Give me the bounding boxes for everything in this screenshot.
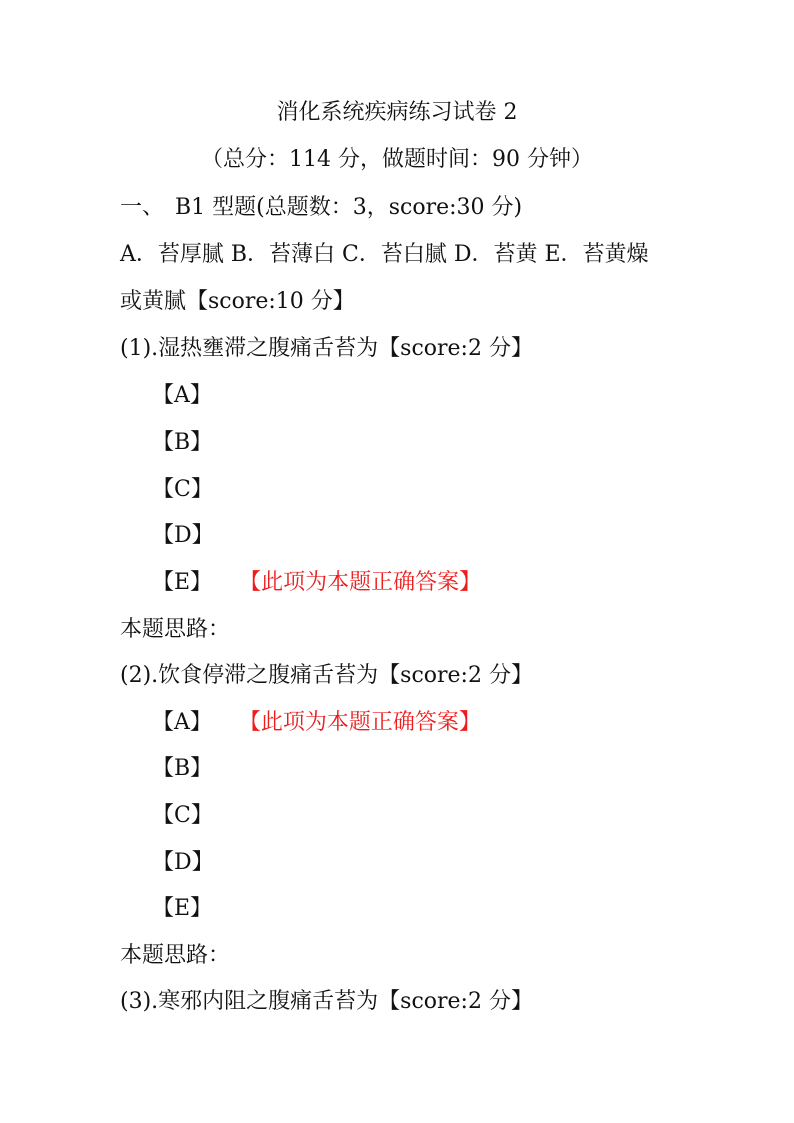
question-2-option-b: 【B】 bbox=[152, 756, 213, 781]
question-1-option-b: 【B】 bbox=[152, 430, 213, 455]
question-1-analysis-label: 本题思路： bbox=[120, 617, 231, 642]
question-3-stem: (3).寒邪内阻之腹痛舌苔为【score:2 分】 bbox=[120, 989, 533, 1014]
question-2-option-d: 【D】 bbox=[152, 850, 214, 875]
question-2-option-a: 【A】 bbox=[152, 710, 212, 735]
question-1-option-e-row bbox=[152, 568, 481, 598]
question-1-option-a: 【A】 bbox=[152, 383, 212, 408]
question-2-analysis-label: 本题思路： bbox=[120, 943, 231, 968]
question-1-stem: (1).湿热壅滞之腹痛舌苔为【score:2 分】 bbox=[120, 336, 533, 361]
question-2-stem: (2).饮食停滞之腹痛舌苔为【score:2 分】 bbox=[120, 663, 533, 688]
exam-title: 消化系统疾病练习试卷 2 bbox=[276, 100, 518, 125]
question-1-option-e: 【E】 bbox=[152, 570, 213, 595]
question-1-correct-answer-note: 【此项为本题正确答案】 bbox=[250, 570, 482, 595]
exam-subtitle: （总分：114 分，做题时间：90 分钟） bbox=[201, 147, 593, 172]
section-heading: 一、 B1 型题(总题数：3，score:30 分) bbox=[120, 195, 523, 220]
question-1-option-d: 【D】 bbox=[152, 523, 214, 548]
question-1-option-c: 【C】 bbox=[152, 477, 213, 502]
question-2-option-e: 【E】 bbox=[152, 896, 213, 921]
shared-options-line-2: 或黄腻【score:10 分】 bbox=[120, 289, 355, 314]
question-2-option-c: 【C】 bbox=[152, 803, 213, 828]
question-2-option-a-row bbox=[152, 708, 481, 738]
question-2-correct-answer-note: 【此项为本题正确答案】 bbox=[249, 710, 481, 735]
shared-options-line-1: A．苔厚腻 B．苔薄白 C．苔白腻 D．苔黄 E．苔黄燥 bbox=[120, 242, 649, 267]
